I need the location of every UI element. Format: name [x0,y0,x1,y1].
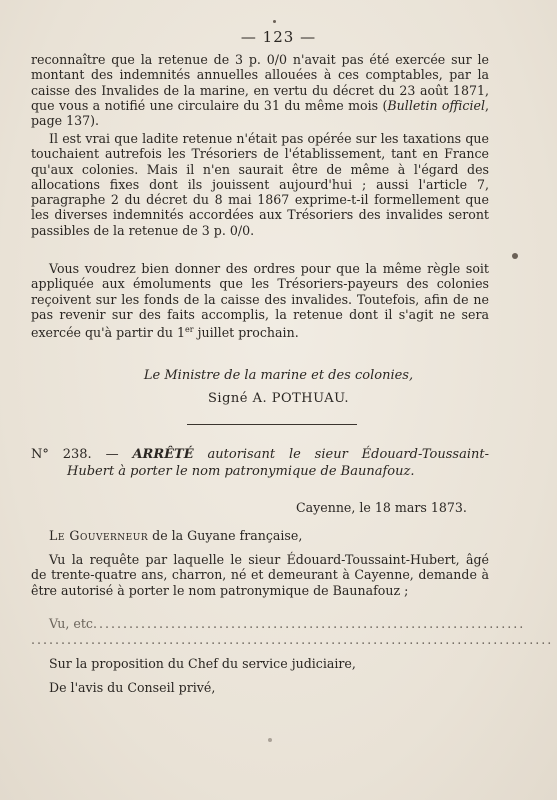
governor-line [49,528,302,543]
arrete-label: ARRÊTÉ [132,447,194,462]
paper-spot [512,253,518,259]
paragraph-3-end: juillet prochain. [193,325,299,341]
paragraph-3 [31,261,489,341]
paper-spot [268,738,272,742]
section-divider [187,424,357,425]
bulletin-reference: Bulletin officiel [387,97,485,113]
governor-title: Le Gouverneur [49,528,149,543]
arrete-number: N° 238. — [31,447,119,462]
paragraph-1-text: reconnaître que la retenue de 3 p. 0/0 n'avait pas été exercée sur le montant des indemnités annuelles allouées à ces comptables, par la caisse des Invalides de la marine, en vertu du décret du 23 août 1871, que vous a notifié une circulaire du 31 du même mois ( [31,52,489,113]
arrete-title-line1: autorisant le sieur Édouard-Toussaint- [207,447,489,462]
avis-line: De l'avis du Conseil privé, [49,680,216,695]
vu-etc-line [49,616,526,631]
proposition-line: Sur la proposition du Chef du service judiciaire, [49,656,356,671]
paper-spot [273,20,276,23]
paragraph-1 [31,52,489,128]
leader-dots-line: ....................................................................................... [31,632,554,647]
paragraph-2 [31,131,489,238]
paragraph-2-text: Il est vrai que ladite retenue n'était pas opérée sur les taxations que touchaient autrefois les Trésoriers de l'établissement, tant en France qu'aux colonies. Mais il n'en saurait être de même à l'égard des allocations fixes dont ils jouissent aujourd'hui ; aussi l'article 7, paragraphe 2 du décret du 8 mai 1867 exprime-t-il formellement que les diverses indemnités accordées aux Trésoriers des invalides seront passibles de la retenue de 3 p. 0/0. [31,131,489,238]
leader-dots: ........................................................................ [92,616,526,631]
paragraph-1-end: , page 137). [31,97,489,129]
paragraph-3-text: Vous voudrez bien donner des ordres pour que la même règle soit appliquée aux émoluments que les Trésoriers-payeurs des colonies reçoivent sur les fonds de la caisse des invalides. Toutefois, afin de ne pas revenir sur des faits accomplis, la retenue dont il s'agit ne sera exercée qu'à partir du 1 [31,261,489,341]
signature-name: Signé A. POTHUAU. [208,391,349,406]
arrete-heading [31,446,489,480]
vu-etc-text: Vu, etc [49,616,93,631]
page-number: — 123 — [240,28,317,46]
arrete-title-line2: Hubert à porter le nom patronymique de Baunafouz. [67,464,415,479]
place-date: Cayenne, le 18 mars 1873. [296,500,467,515]
governor-rest: de la Guyane française, [148,528,303,543]
vu-requete-text: Vu la requête par laquelle le sieur Édouard-Toussaint-Hubert, âgé de trente-quatre ans, charron, né et demeurant à Cayenne, demande à être autorisé à porter le nom patronymique de Baunafouz ; [31,552,489,598]
vu-requete-paragraph [31,552,489,598]
signature-title: Le Ministre de la marine et des colonies, [143,368,414,383]
ordinal-suffix: er [185,325,194,335]
